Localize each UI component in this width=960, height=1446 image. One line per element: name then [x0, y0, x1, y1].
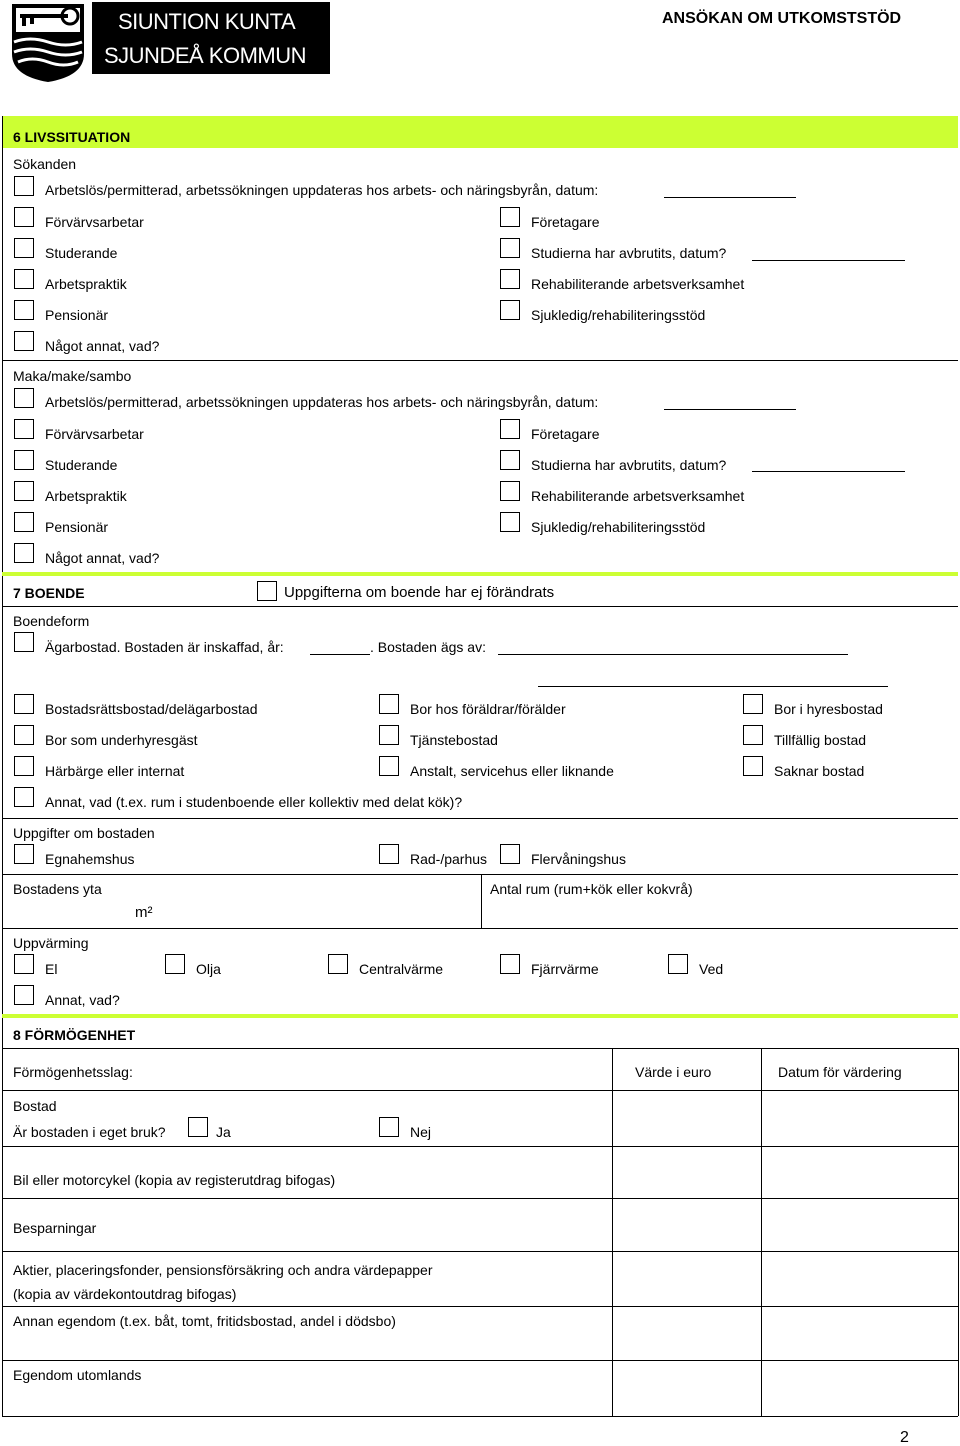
- spouse-unemployed-checkbox[interactable]: [14, 388, 34, 408]
- spouse-sick-allowance-checkbox[interactable]: [500, 512, 520, 532]
- heating-oil-label: Olja: [196, 961, 221, 977]
- subtenant-checkbox[interactable]: [14, 725, 34, 745]
- spouse-studies-interrupted-label: Studierna har avbrutits, datum?: [531, 457, 727, 473]
- heating-electric-label: El: [45, 961, 58, 977]
- apartment-building-label: Flervåningshus: [531, 851, 626, 867]
- section-6-header: [2, 120, 958, 148]
- other-housing-label: Annat, vad (t.ex. rum i studenboende eller kollektiv med delat kök)?: [45, 794, 463, 810]
- spouse-other-label: Något annat, vad?: [45, 550, 160, 566]
- right-of-occupancy-checkbox[interactable]: [14, 694, 34, 714]
- housing-unchanged-checkbox[interactable]: [257, 581, 277, 601]
- home-asset-label: Bostad: [13, 1098, 57, 1114]
- form-bottom-border: [2, 1416, 958, 1417]
- spouse-label: Maka/make/sambo: [13, 368, 132, 384]
- applicant-entrepreneur-label: Företagare: [531, 214, 600, 230]
- heating-central-checkbox[interactable]: [328, 954, 348, 974]
- divider: [2, 874, 958, 875]
- spouse-employed-label: Förvärvsarbetar: [45, 426, 144, 442]
- applicant-employed-checkbox[interactable]: [14, 207, 34, 227]
- applicant-rehab-work-checkbox[interactable]: [500, 269, 520, 289]
- owner-occupied-label: Ägarbostad. Bostaden är inskaffad, år:: [45, 639, 284, 655]
- applicant-unemployed-checkbox[interactable]: [14, 176, 34, 196]
- with-parents-label: Bor hos föräldrar/förälder: [410, 701, 566, 717]
- applicant-unemployed-label: Arbetslös/permitterad, arbetssökningen uppdateras hos arbets- och näringsbyrån, datum:: [45, 182, 599, 198]
- spouse-pensioner-checkbox[interactable]: [14, 512, 34, 532]
- heating-electric-checkbox[interactable]: [14, 954, 34, 974]
- coat-of-arms-icon: [10, 2, 86, 84]
- row-house-checkbox[interactable]: [379, 844, 399, 864]
- municipality-name-box: [92, 2, 330, 74]
- applicant-label: Sökanden: [13, 156, 77, 172]
- asset-type-header: Förmögenhetsslag:: [13, 1064, 133, 1080]
- spouse-work-practice-checkbox[interactable]: [14, 481, 34, 501]
- applicant-student-label: Studerande: [45, 245, 118, 261]
- divider: [958, 1048, 959, 1416]
- heating-wood-checkbox[interactable]: [668, 954, 688, 974]
- applicant-other-checkbox[interactable]: [14, 331, 34, 351]
- spouse-student-label: Studerande: [45, 457, 118, 473]
- divider: [2, 1198, 958, 1199]
- property-abroad-label: Egendom utomlands: [13, 1367, 142, 1383]
- spouse-entrepreneur-checkbox[interactable]: [500, 419, 520, 439]
- own-use-no-label: Nej: [410, 1124, 432, 1140]
- divider: [2, 928, 958, 929]
- spouse-student-checkbox[interactable]: [14, 450, 34, 470]
- housing-info-label: Uppgifter om bostaden: [13, 825, 155, 841]
- institution-label: Anstalt, servicehus eller liknande: [410, 763, 614, 779]
- subtenant-label: Bor som underhyresgäst: [45, 732, 198, 748]
- spouse-sick-allowance-label: Sjukledig/rehabiliteringsstöd: [531, 519, 706, 535]
- section-7-top-bar: [2, 572, 958, 576]
- row-house-label: Rad-/parhus: [410, 851, 488, 867]
- housing-form-label: Boendeform: [13, 613, 90, 629]
- applicant-sick-allowance-checkbox[interactable]: [500, 300, 520, 320]
- owned-by-field-line-2[interactable]: [538, 686, 888, 687]
- homeless-label: Saknar bostad: [774, 763, 865, 779]
- temporary-housing-checkbox[interactable]: [743, 725, 763, 745]
- applicant-work-practice-checkbox[interactable]: [14, 269, 34, 289]
- housing-unchanged-label: Uppgifterna om boende har ej förändrats: [284, 584, 555, 601]
- section-7-title: 7 BOENDE: [13, 585, 85, 601]
- asset-date-header: Datum för värdering: [778, 1064, 902, 1080]
- spouse-studies-interrupted-checkbox[interactable]: [500, 450, 520, 470]
- section-8-top-bar: [2, 1014, 958, 1018]
- rooms-label: Antal rum (rum+kök eller kokvrå): [490, 881, 693, 897]
- homeless-checkbox[interactable]: [743, 756, 763, 776]
- area-label: Bostadens yta: [13, 881, 102, 897]
- heating-wood-label: Ved: [699, 961, 724, 977]
- spouse-entrepreneur-label: Företagare: [531, 426, 600, 442]
- owned-by-field[interactable]: [498, 654, 848, 655]
- spouse-work-practice-label: Arbetspraktik: [45, 488, 127, 504]
- area-unit: m²: [135, 904, 153, 921]
- employer-housing-checkbox[interactable]: [379, 725, 399, 745]
- divider: [481, 874, 482, 928]
- applicant-entrepreneur-checkbox[interactable]: [500, 207, 520, 227]
- vehicle-asset-label: Bil eller motorcykel (kopia av registerutdrag bifogas): [13, 1172, 336, 1188]
- right-of-occupancy-label: Bostadsrättsbostad/delägarbostad: [45, 701, 258, 717]
- securities-asset-label: Aktier, placeringsfonder, pensionsförsäkring och andra värdepapper: [13, 1262, 433, 1278]
- purchase-year-field[interactable]: [310, 654, 370, 655]
- detached-house-label: Egnahemshus: [45, 851, 135, 867]
- temporary-housing-label: Tillfällig bostad: [774, 732, 867, 748]
- heating-district-checkbox[interactable]: [500, 954, 520, 974]
- divider: [2, 818, 958, 819]
- apartment-building-checkbox[interactable]: [500, 844, 520, 864]
- own-use-yes-label: Ja: [216, 1124, 231, 1140]
- own-use-yes-checkbox[interactable]: [188, 1117, 208, 1137]
- divider: [2, 1251, 958, 1252]
- divider: [2, 1306, 958, 1307]
- asset-value-header: Värde i euro: [635, 1064, 712, 1080]
- municipality-name-sv: SJUNDEÅ KOMMUN: [104, 43, 307, 68]
- section-6-title: 6 LIVSSITUATION: [13, 129, 131, 145]
- applicant-work-practice-label: Arbetspraktik: [45, 276, 127, 292]
- heating-district-label: Fjärrvärme: [531, 961, 599, 977]
- page-number: 2: [900, 1429, 909, 1446]
- heating-oil-checkbox[interactable]: [165, 954, 185, 974]
- shelter-label: Härbärge eller internat: [45, 763, 185, 779]
- applicant-rehab-work-label: Rehabiliterande arbetsverksamhet: [531, 276, 745, 292]
- applicant-studies-interrupted-label: Studierna har avbrutits, datum?: [531, 245, 727, 261]
- applicant-pensioner-checkbox[interactable]: [14, 300, 34, 320]
- own-use-question: Är bostaden i eget bruk?: [13, 1124, 166, 1140]
- applicant-sick-allowance-label: Sjukledig/rehabiliteringsstöd: [531, 307, 706, 323]
- spouse-pensioner-label: Pensionär: [45, 519, 109, 535]
- divider: [2, 1360, 958, 1361]
- heating-label: Uppvärming: [13, 935, 89, 951]
- section-8-title: 8 FÖRMÖGENHET: [13, 1027, 136, 1043]
- heating-other-label: Annat, vad?: [45, 992, 120, 1008]
- applicant-unemployed-date-field[interactable]: [664, 197, 796, 198]
- rental-checkbox[interactable]: [743, 694, 763, 714]
- institution-checkbox[interactable]: [379, 756, 399, 776]
- spouse-studies-interrupted-date-field[interactable]: [752, 471, 905, 472]
- securities-asset-note: (kopia av värdekontoutdrag bifogas): [13, 1286, 237, 1302]
- own-use-no-checkbox[interactable]: [379, 1117, 399, 1137]
- applicant-other-label: Något annat, vad?: [45, 338, 160, 354]
- spouse-rehab-work-label: Rehabiliterande arbetsverksamhet: [531, 488, 745, 504]
- divider: [2, 606, 958, 607]
- divider: [2, 1048, 958, 1049]
- divider: [2, 360, 958, 361]
- owner-occupied-checkbox[interactable]: [14, 632, 34, 652]
- applicant-employed-label: Förvärvsarbetar: [45, 214, 144, 230]
- rental-label: Bor i hyresbostad: [774, 701, 883, 717]
- spouse-employed-checkbox[interactable]: [14, 419, 34, 439]
- heating-other-checkbox[interactable]: [14, 985, 34, 1005]
- other-property-label: Annan egendom (t.ex. båt, tomt, fritidsbostad, andel i dödsbo): [13, 1313, 396, 1329]
- spouse-unemployed-label: Arbetslös/permitterad, arbetssökningen uppdateras hos arbets- och näringsbyrån, datum:: [45, 394, 599, 410]
- applicant-studies-interrupted-checkbox[interactable]: [500, 238, 520, 258]
- form-title: ANSÖKAN OM UTKOMSTSTÖD: [662, 10, 902, 27]
- owned-by-label: . Bostaden ägs av:: [370, 639, 486, 655]
- detached-house-checkbox[interactable]: [14, 844, 34, 864]
- applicant-studies-interrupted-date-field[interactable]: [752, 260, 905, 261]
- with-parents-checkbox[interactable]: [379, 694, 399, 714]
- spouse-unemployed-date-field[interactable]: [664, 409, 796, 410]
- other-housing-checkbox[interactable]: [14, 787, 34, 807]
- shelter-checkbox[interactable]: [14, 756, 34, 776]
- municipality-name-fi: SIUNTION KUNTA: [118, 9, 296, 34]
- heating-central-label: Centralvärme: [359, 961, 444, 977]
- divider: [2, 1090, 958, 1091]
- divider: [2, 1146, 958, 1147]
- municipality-logo: [10, 2, 86, 84]
- applicant-pensioner-label: Pensionär: [45, 307, 109, 323]
- form-left-border: [2, 116, 3, 1416]
- spouse-other-checkbox[interactable]: [14, 543, 34, 563]
- applicant-student-checkbox[interactable]: [14, 238, 34, 258]
- spouse-rehab-work-checkbox[interactable]: [500, 481, 520, 501]
- savings-asset-label: Besparningar: [13, 1220, 97, 1236]
- employer-housing-label: Tjänstebostad: [410, 732, 498, 748]
